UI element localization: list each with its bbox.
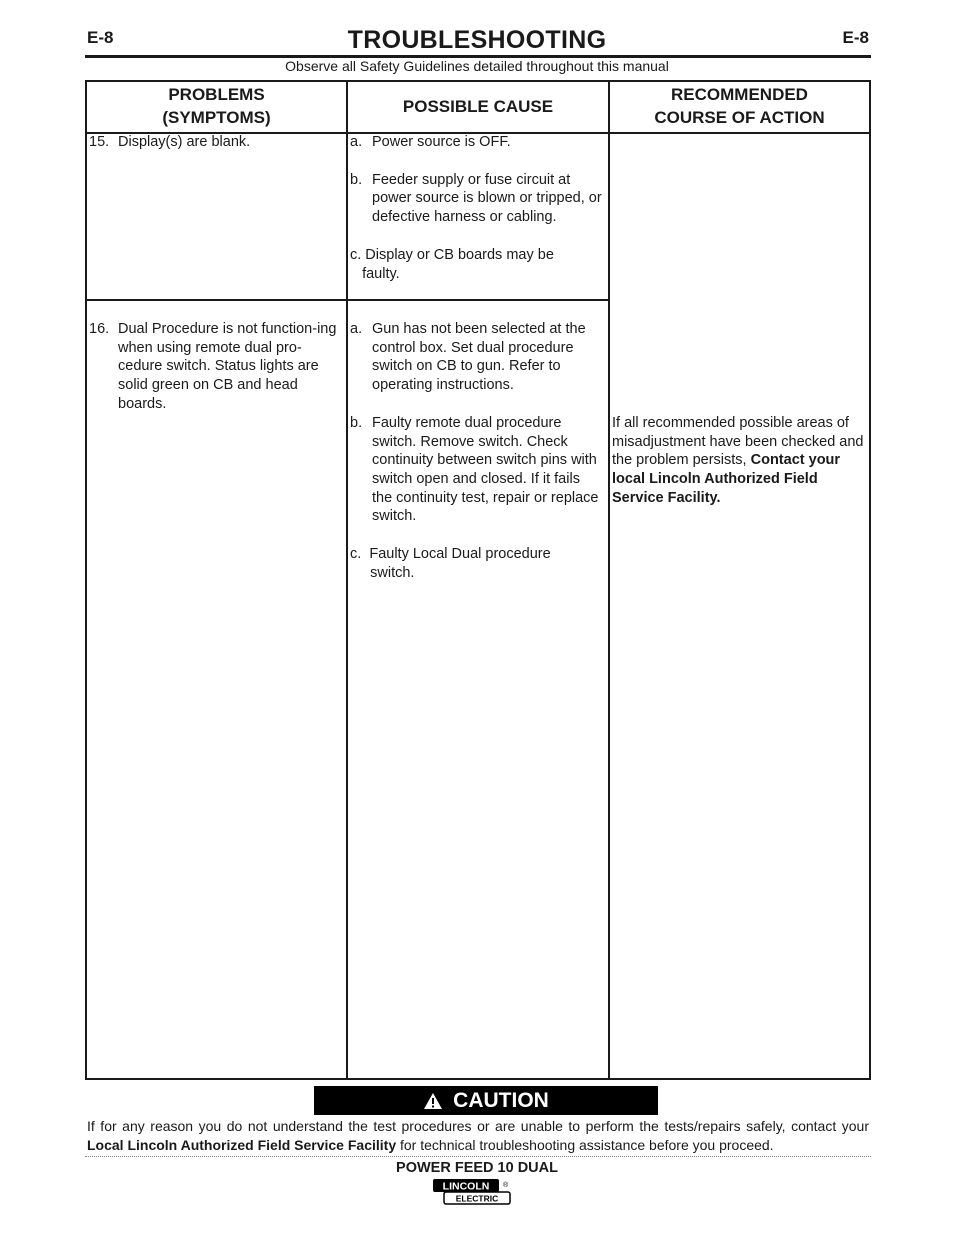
troubleshooting-table [85, 80, 871, 1080]
problem-15-text: Display(s) are blank. [118, 134, 251, 150]
table-border-left [85, 80, 87, 1080]
problem-16-text: Dual Procedure is not function-ing when using remote dual pro-cedure switch. Status lights are solid green on CB and head boards. [118, 321, 337, 412]
cause-16b [350, 414, 604, 526]
footer-divider [85, 1156, 871, 1157]
header-problems: PROBLEMS (SYMPTOMS) [162, 85, 271, 127]
table-border-right [869, 80, 871, 1080]
caution-line-1: If for any reason you do not understand the test procedures or are unable to perform the tests/repairs safely, contact your [87, 1118, 869, 1134]
cause-15c: c. Display or CB boards may be faulty. [350, 246, 554, 282]
logo-lincoln: LINCOLN [442, 1180, 490, 1193]
cause-15b-label: b. [350, 171, 363, 188]
cause-15a-label: a. [350, 134, 363, 150]
header-course-of-action: RECOMMENDED COURSE OF ACTION [654, 85, 825, 127]
cause-15a-text: Power source is OFF. [372, 134, 511, 150]
action-text: If all recommended possible areas of misadjustment have been checked and the problem persists, [612, 415, 864, 469]
cause-15b-text: Feeder supply or fuse circuit at power source is blown or tripped, or defective harness or cabling. [372, 171, 602, 226]
caution-rest: for technical troubleshooting assistance before you proceed. [396, 1137, 774, 1153]
caution-label: CAUTION [453, 1088, 549, 1112]
row-divider [85, 299, 610, 301]
page-title: TROUBLESHOOTING [347, 26, 607, 54]
cause-15b [350, 171, 604, 227]
problem-15-number: 15. [89, 134, 110, 150]
problem-16 [89, 320, 343, 414]
header-possible-cause: POSSIBLE CAUSE [402, 96, 554, 116]
safety-note: Observe all Safety Guidelines detailed throughout this manual [285, 58, 669, 74]
warning-icon [423, 1092, 443, 1110]
cause-16a [350, 320, 604, 395]
causes-16 [350, 320, 604, 582]
caution-contact: Local Lincoln Authorized Field Service Facility [87, 1137, 397, 1153]
logo-electric: ELECTRIC [455, 1193, 499, 1204]
caution-text [87, 1117, 869, 1155]
column-divider-2 [608, 80, 610, 1080]
lincoln-electric-logo [432, 1178, 512, 1207]
cause-16a-label: a. [350, 321, 363, 337]
column-divider-1 [346, 80, 348, 1080]
causes-15 [350, 133, 604, 283]
recommended-action [612, 414, 868, 508]
action-contact: Contact your local Lincoln Authorized Field Service Facility. [612, 452, 841, 506]
product-name: POWER FEED 10 DUAL [396, 1160, 558, 1176]
page-number-left: E-8 [87, 28, 114, 47]
cause-16a-text: Gun has not been selected at the control box. Set dual procedure switch on CB to gun. Refer to operating instructions. [372, 321, 586, 394]
cause-16b-label: b. [350, 414, 363, 431]
cause-16b-text: Faulty remote dual procedure switch. Remove switch. Check continuity between switch pins with switch open and closed. If it fails the continuity test, repair or replace switch. [372, 414, 599, 525]
problem-15 [89, 133, 341, 152]
table-border-bottom [85, 1078, 871, 1080]
cause-15a [350, 133, 604, 152]
logo-registered-mark: ® [503, 1182, 509, 1189]
cause-16c: c. Faulty Local Dual procedure switch. [350, 546, 551, 581]
problem-16-number: 16. [89, 321, 110, 337]
page-number-right: E-8 [842, 28, 869, 47]
caution-banner [314, 1086, 658, 1115]
